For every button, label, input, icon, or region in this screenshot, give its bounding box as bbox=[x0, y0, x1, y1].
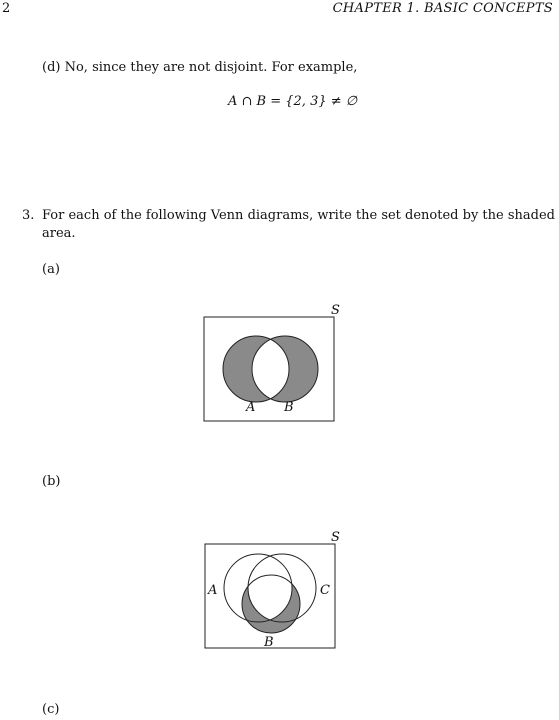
running-head: CHAPTER 1. BASIC CONCEPTS bbox=[332, 1, 553, 16]
part-b-label: (b) bbox=[42, 474, 61, 489]
set-a-label: A bbox=[208, 583, 218, 598]
page-number: 2 bbox=[2, 1, 11, 16]
problem-text-line1: For each of the following Venn diagrams, write the set denoted by the shaded bbox=[42, 208, 555, 223]
universe-label: S bbox=[331, 303, 340, 318]
venn-diagram-a bbox=[200, 300, 350, 425]
part-d-text: (d) No, since they are not disjoint. For example, bbox=[42, 60, 358, 75]
problem-number: 3. bbox=[22, 208, 35, 223]
problem-text-line2: area. bbox=[42, 226, 76, 241]
set-b-label: B bbox=[264, 635, 274, 650]
set-a-label: A bbox=[246, 400, 256, 415]
part-c-label: (c) bbox=[42, 702, 60, 717]
set-b-label: B bbox=[284, 400, 294, 415]
venn-diagram-b bbox=[200, 526, 350, 656]
set-c-label: C bbox=[320, 583, 330, 598]
part-d-equation: A ∩ B = {2, 3} ≠ ∅ bbox=[228, 94, 358, 109]
part-a-label: (a) bbox=[42, 262, 60, 277]
universe-label: S bbox=[331, 530, 340, 545]
